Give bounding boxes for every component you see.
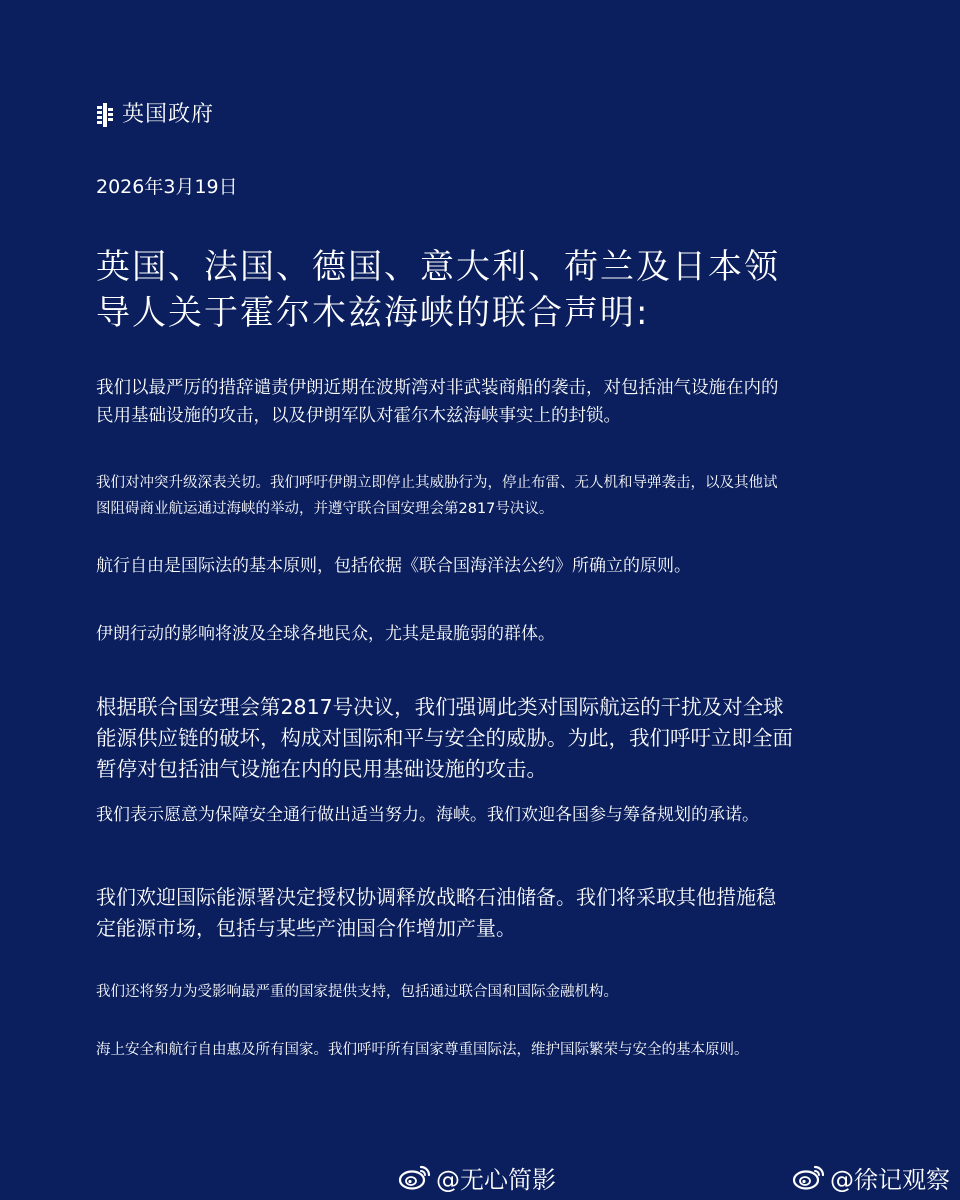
paragraph: 我们还将努力为受影响最严重的国家提供支持，包括通过联合国和国际金融机构。: [96, 984, 618, 1000]
paragraph: 我们表示愿意为保障安全通行做出适当努力。海峡。我们欢迎各国参与筹备规划的承诺。: [96, 805, 759, 825]
watermark-left: [398, 1160, 556, 1194]
watermark-text: @无心简影: [436, 1165, 556, 1194]
paragraph: 伊朗行动的影响将波及全球各地民众，尤其是最脆弱的群体。: [96, 624, 555, 644]
paragraph: 海上安全和航行自由惠及所有国家。我们呼吁所有国家尊重国际法，维护国际繁荣与安全的基本原则。: [96, 1042, 749, 1058]
watermark-right: [792, 1160, 950, 1194]
paragraph: 我们对冲突升级深表关切。我们呼吁伊朗立即停止其威胁行为，停止布雷、无人机和导弹袭击，以及其他试图阻碍商业航运通过海峡的举动，并遵守联合国安理会第2817号决议。: [96, 475, 778, 517]
paragraph: 我们以最严厉的措辞谴责伊朗近期在波斯湾对非武装商船的袭击，对包括油气设施在内的民用基础设施的攻击，以及伊朗军队对霍尔木兹海峡事实上的封锁。: [96, 378, 779, 426]
statement-date: 2026年3月19日: [96, 176, 238, 198]
org-name: 英国政府: [122, 102, 215, 127]
paragraph: 我们欢迎国际能源署决定授权协调释放战略石油储备。我们将采取其他措施稳定能源市场，包括与某些产油国合作增加产量。: [96, 885, 776, 940]
crest-icon: [96, 103, 114, 127]
paragraph: 根据联合国安理会第2817号决议，我们强调此类对国际航运的干扰及对全球能源供应链的破坏，构成对国际和平与安全的威胁。为此，我们呼吁立即全面暂停对包括油气设施在内的民用基础设施的攻击。: [96, 695, 793, 781]
weibo-icon: [792, 1163, 826, 1191]
watermark-text: @徐记观察: [830, 1165, 950, 1194]
paragraph: 航行自由是国际法的基本原则，包括依据《联合国海洋法公约》所确立的原则。: [96, 556, 691, 576]
weibo-icon: [398, 1163, 432, 1191]
statement-title: 英国、法国、德国、意大利、荷兰及日本领导人关于霍尔木兹海峡的联合声明:: [96, 247, 780, 333]
gov-logo-row: [96, 100, 214, 130]
